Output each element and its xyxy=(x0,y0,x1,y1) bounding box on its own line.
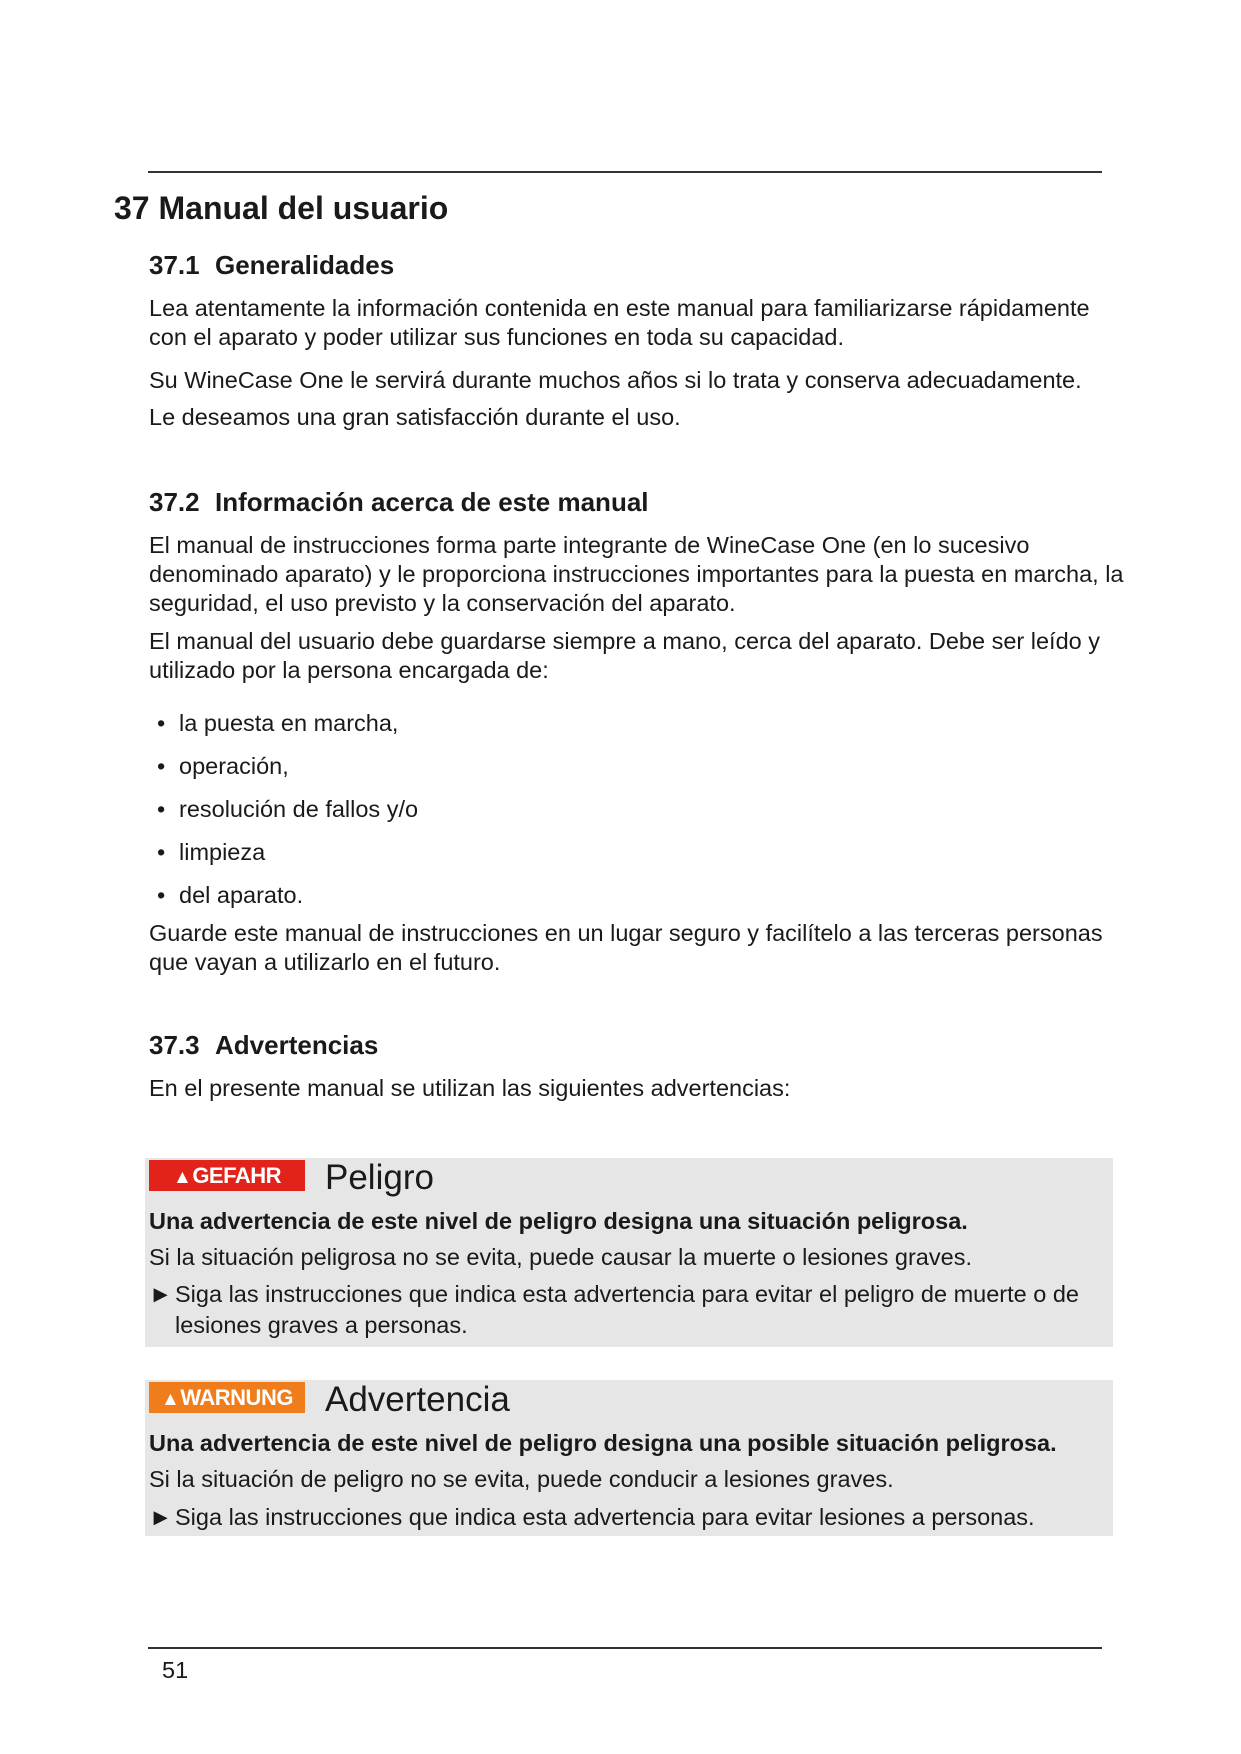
warning-instruction: ► Siga las instrucciones que indica esta advertencia para evitar el peligro de muerte o de xyxy=(149,1279,1099,1310)
header-rule xyxy=(148,171,1102,173)
list-item: • la puesta en marcha, xyxy=(157,710,399,736)
warning-consequence: Si la situación peligrosa no se evita, puede causar la muerte o lesiones graves. xyxy=(149,1244,972,1270)
paragraph: El manual del usuario debe guardarse siempre a mano, cerca del aparato. Debe ser leído y utilizado por la persona encargada de: xyxy=(149,628,1100,683)
chapter-heading: 37 Manual del usuario xyxy=(114,190,449,226)
section-heading-generalidades: 37.1 Generalidades xyxy=(149,250,395,280)
warning-instruction-continued: lesiones graves a personas. xyxy=(175,1312,468,1338)
warning-title: Peligro xyxy=(325,1158,434,1197)
gefahr-signal-label: ▲GEFAHR xyxy=(149,1160,305,1191)
footer-rule xyxy=(148,1647,1102,1649)
warning-triangle-icon: ▲ xyxy=(161,1389,180,1410)
warning-title: Advertencia xyxy=(325,1380,510,1419)
section-heading-informacion: 37.2 Información acerca de este manual xyxy=(149,487,649,517)
page-number: 51 xyxy=(162,1657,189,1683)
section-heading-advertencias: 37.3 Advertencias xyxy=(149,1030,379,1060)
list-item: • resolución de fallos y/o xyxy=(157,796,419,822)
warnung-signal-label: ▲WARNUNG xyxy=(149,1382,305,1413)
warning-definition: Una advertencia de este nivel de peligro designa una posible situación peligrosa. xyxy=(149,1430,1057,1456)
list-item: • limpieza xyxy=(157,839,266,865)
paragraph: Le deseamos una gran satisfacción durante el uso. xyxy=(149,404,681,430)
paragraph: Lea atentamente la información contenida en este manual para familiarizarse rápidamente con el aparato y poder utilizar sus funciones en toda su capacidad. xyxy=(149,295,1090,350)
paragraph: Guarde este manual de instrucciones en un lugar seguro y facilítelo a las terceras personas que vayan a utilizarlo en el futuro. xyxy=(149,920,1103,975)
warning-instruction: ► Siga las instrucciones que indica esta advertencia para evitar lesiones a personas. xyxy=(149,1502,1099,1533)
arrow-icon: ► xyxy=(149,1281,173,1307)
list-item: • operación, xyxy=(157,753,289,779)
list-item: • del aparato. xyxy=(157,882,304,908)
warning-triangle-icon: ▲ xyxy=(173,1167,192,1188)
warning-definition: Una advertencia de este nivel de peligro designa una situación peligrosa. xyxy=(149,1208,968,1234)
paragraph: En el presente manual se utilizan las siguientes advertencias: xyxy=(149,1075,791,1101)
bullet-list xyxy=(149,708,418,923)
paragraph: Su WineCase One le servirá durante muchos años si lo trata y conserva adecuadamente. xyxy=(149,367,1082,393)
warning-box xyxy=(145,1380,1113,1536)
arrow-icon: ► xyxy=(149,1504,173,1530)
danger-warning-box xyxy=(145,1158,1113,1347)
warning-consequence: Si la situación de peligro no se evita, puede conducir a lesiones graves. xyxy=(149,1466,894,1492)
paragraph: El manual de instrucciones forma parte integrante de WineCase One (en lo sucesivo denominado aparato) y le proporciona instrucciones importantes para la puesta en marcha, la seguridad, el uso previsto y la conservación del aparato. xyxy=(149,532,1124,616)
